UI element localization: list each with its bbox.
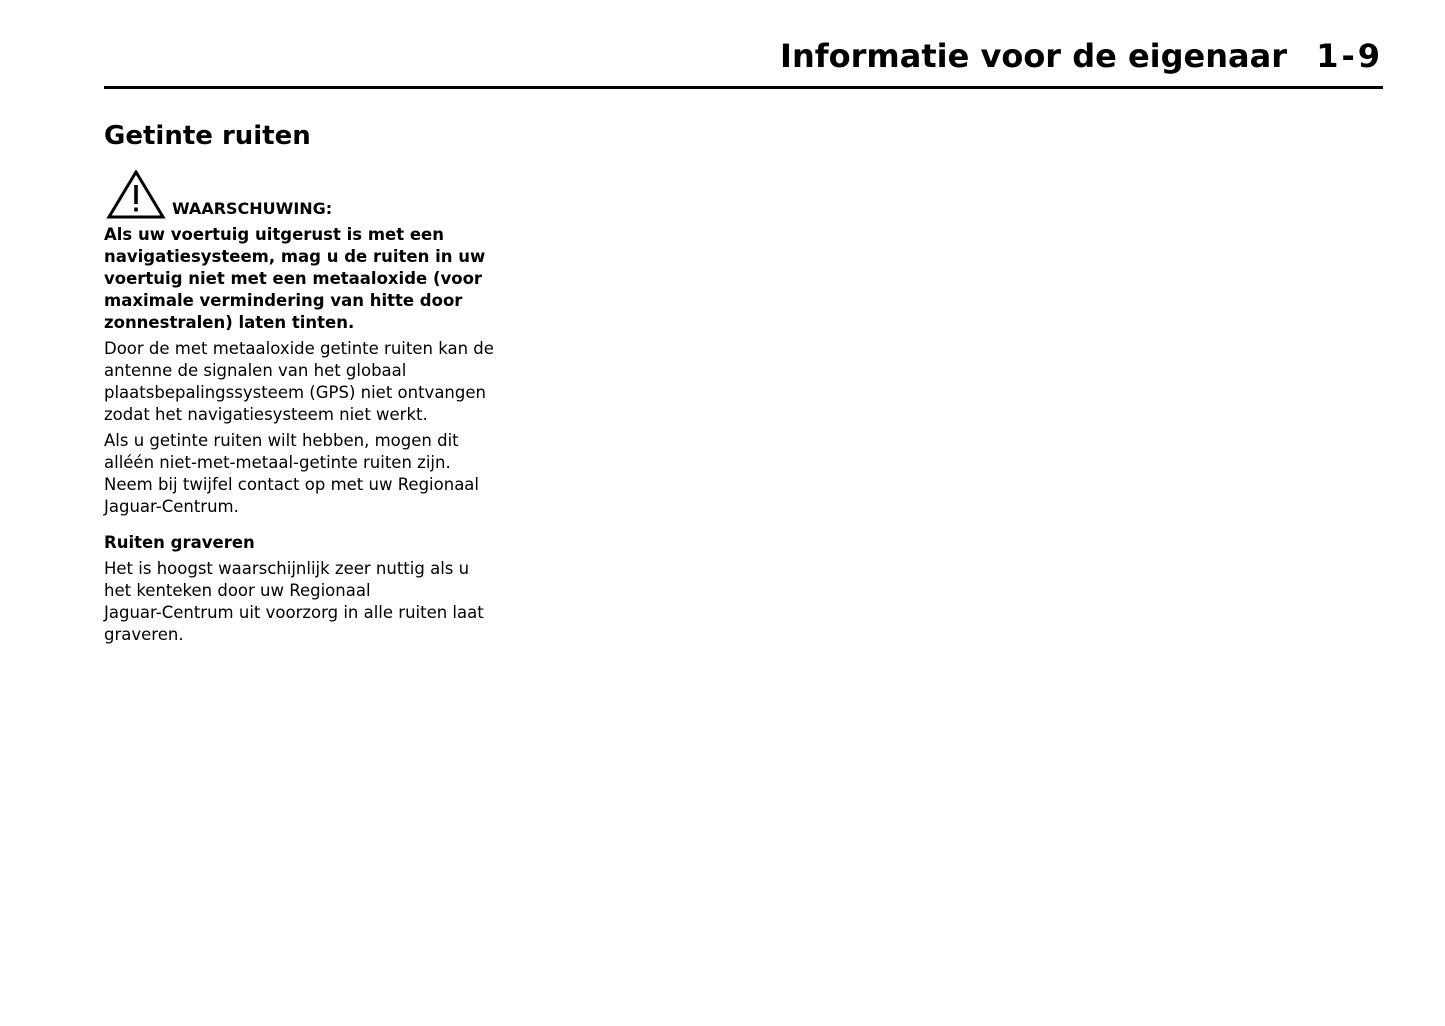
content-column: [104, 118, 504, 646]
warning-label: WAARSCHUWING:: [172, 199, 333, 218]
section-title: Getinte ruiten: [104, 121, 311, 151]
page-number: 1-9: [1316, 37, 1383, 75]
warning-text: Als uw voertuig uitgerust is met een navigatiesysteem, mag u de ruiten in uw voertuig niet met een metaaloxide (voor maximale vermindering van hitte door zonnestralen) laten tinten.: [104, 225, 486, 332]
page-header: [104, 34, 1383, 89]
paragraph-engraving: Het is hoogst waarschijnlijk zeer nuttig als u het kenteken door uw Regionaal Jaguar-Centrum uit voorzorg in alle ruiten laat graveren.: [104, 559, 484, 644]
paragraph-tinted-advice: Als u getinte ruiten wilt hebben, mogen dit alléén niet-met-metaal-getinte ruiten zijn. Neem bij twijfel contact op met uw Regionaal Jaguar-Centrum.: [104, 431, 480, 516]
header-title: Informatie voor de eigenaar: [780, 37, 1287, 75]
paragraph-gps: Door de met metaaloxide getinte ruiten kan de antenne de signalen van het globaal plaatsbepalingssysteem (GPS) niet ontvangen zodat het navigatiesysteem niet werkt.: [104, 339, 494, 424]
warning-header: [104, 170, 504, 220]
subheading-engraving: Ruiten graveren: [104, 533, 255, 552]
warning-triangle-icon: [106, 170, 166, 220]
